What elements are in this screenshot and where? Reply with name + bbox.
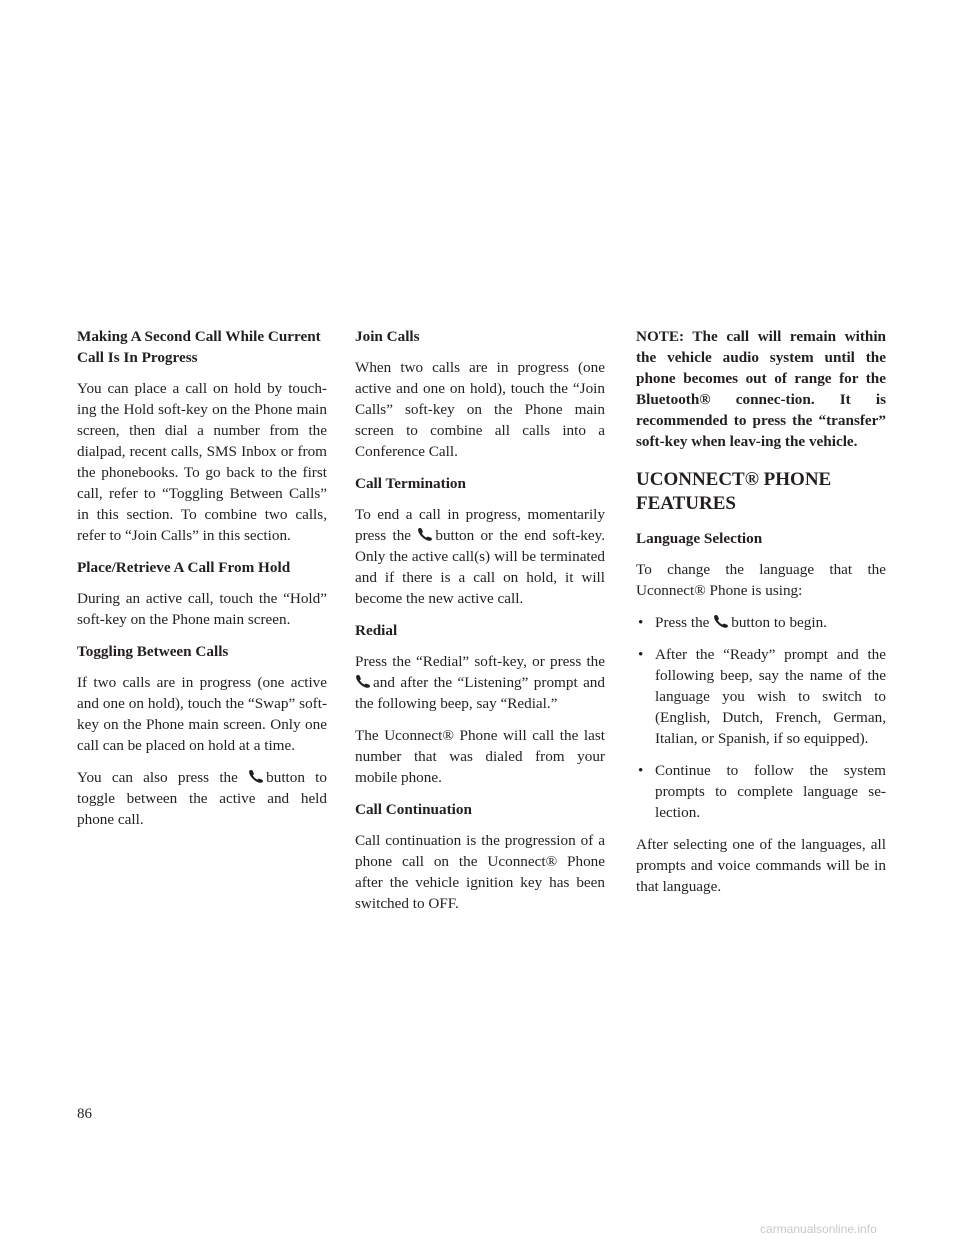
paragraph-call-continuation: Call continuation is the progression of a phone call on the Uconnect® Phone after the vehicle ignition key has been switched to OFF. <box>355 832 605 912</box>
paragraph-join-calls: When two calls are in progress (one active and one on hold), touch the “Join Calls” soft-key on the Phone main screen to combine all calls into a Conference Call. <box>355 359 605 460</box>
list-item: • After the “Ready” prompt and the following beep, say the name of the language you wish to switch to (English, Dutch, French, German, Italian, or Spanish, if so equipped). <box>636 644 886 749</box>
column-1 <box>77 326 327 841</box>
heading-second-call: Making A Second Call While Current Call Is In Progress <box>77 328 321 366</box>
paragraph-hold: During an active call, touch the “Hold” soft-key on the Phone main screen. <box>77 590 327 628</box>
heading-hold: Place/Retrieve A Call From Hold <box>77 559 291 576</box>
phone-handset-icon <box>355 674 373 688</box>
heading-language-selection: Language Selection <box>636 530 763 547</box>
paragraph-call-termination: To end a call in progress, momentarily press the button or the end soft-key. Only the active call(s) will be terminated and if there is a call on hold, it will become the new active call. <box>355 506 605 607</box>
heading-toggling: Toggling Between Calls <box>77 643 229 660</box>
bullet-list <box>636 612 886 823</box>
heading-call-continuation: Call Continuation <box>355 801 472 818</box>
list-item: • Continue to follow the system prompts to complete language se-lection. <box>636 760 886 823</box>
phone-handset-icon <box>713 614 731 628</box>
watermark: carmanualsonline.info <box>760 1222 877 1236</box>
heading-redial: Redial <box>355 622 398 639</box>
column-3 <box>636 326 886 908</box>
heading-join-calls: Join Calls <box>355 328 420 345</box>
phone-handset-icon <box>248 769 266 783</box>
heading-call-termination: Call Termination <box>355 475 466 492</box>
paragraph-redial-result: The Uconnect® Phone will call the last number that was dialed from your mobile phone. <box>355 727 605 786</box>
section-title: UCONNECT® PHONE FEATURES <box>636 469 832 514</box>
paragraph-press-button: You can also press the button to toggle between the active and held phone call. <box>77 769 327 828</box>
paragraph-language-result: After selecting one of the languages, all prompts and voice commands will be in that language. <box>636 836 886 895</box>
paragraph-toggling: If two calls are in progress (one active and one on hold), touch the “Swap” soft-key on the Phone main screen. Only one call can be placed on hold at a time. <box>77 674 327 754</box>
phone-handset-icon <box>417 527 435 541</box>
page-number: 86 <box>77 1106 92 1122</box>
paragraph-second-call: You can place a call on hold by touch-ing the Hold soft-key on the Phone main screen, then dial a number from the dialpad, recent calls, SMS Inbox or from the phonebooks. To go back to the first call, refer to “Toggling Between Calls” in this section. To combine two calls, refer to “Join Calls” in this section. <box>77 380 327 544</box>
paragraph-language-intro: To change the language that the Uconnect® Phone is using: <box>636 561 886 599</box>
note-block: NOTE: The call will remain within the vehicle audio system until the phone becomes out of range for the Bluetooth® connec-tion. It is recommended to press the “transfer” soft-key when leav-ing the vehicle. <box>636 328 886 450</box>
column-2 <box>355 326 605 925</box>
list-item: • Press the button to begin. <box>636 612 886 633</box>
paragraph-redial: Press the “Redial” soft-key, or press the and after the “Listening” prompt and the following beep, say “Redial.” <box>355 653 605 712</box>
